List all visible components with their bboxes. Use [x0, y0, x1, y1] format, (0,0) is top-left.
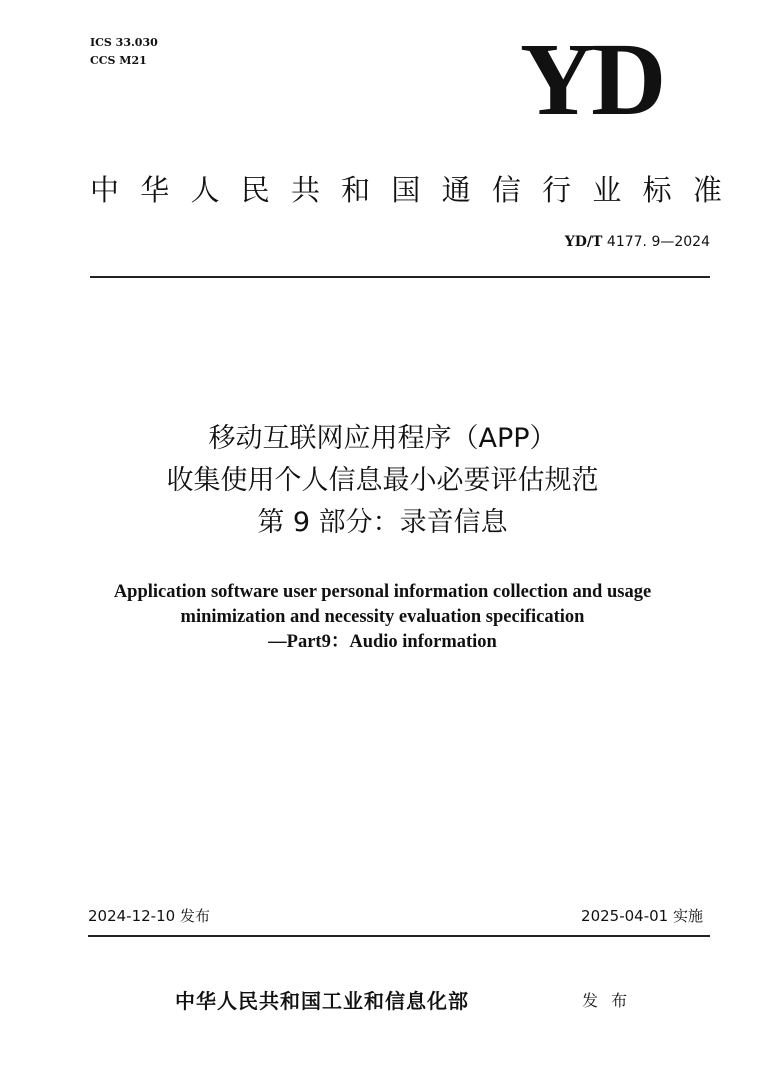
chinese-title [60, 418, 705, 544]
title-char: 共 [290, 173, 320, 207]
title-char: 信 [491, 173, 521, 207]
standard-number-prefix: YD/T [564, 234, 603, 250]
title-char: 准 [692, 173, 722, 207]
cn-title-line: 移动互联网应用程序（APP） [208, 423, 557, 454]
title-char: 人 [190, 173, 220, 207]
title-char: 民 [240, 173, 270, 207]
standard-number [440, 234, 710, 250]
title-char: 标 [642, 173, 672, 207]
en-title-line: Application software user personal information collection and usage [113, 582, 652, 602]
title-char: 中 [90, 173, 120, 207]
effective-date: 2025-04-01 实施 [581, 907, 703, 925]
standard-category-title [90, 170, 722, 210]
english-title [60, 580, 705, 655]
title-char: 行 [542, 173, 572, 207]
title-char: 通 [441, 173, 471, 207]
cn-title-line: 收集使用个人信息最小必要评估规范 [166, 465, 599, 496]
issuing-authority: 中华人民共和国工业和信息化部 [175, 989, 469, 1013]
title-char: 业 [592, 173, 622, 207]
issue-label: 发 布 [582, 991, 632, 1010]
issue-date: 2024-12-10 发布 [88, 907, 210, 925]
en-title-line: minimization and necessity evaluation specification [180, 607, 585, 627]
cn-title-line: 第 9 部分：录音信息 [257, 507, 508, 538]
header-divider [90, 276, 710, 278]
ccs-code: CCS M21 [90, 54, 147, 67]
title-char: 和 [341, 173, 371, 207]
footer-divider [88, 935, 710, 937]
en-title-line: —Part9：Audio information [268, 632, 497, 652]
title-char: 国 [391, 173, 421, 207]
yd-logo: YD [520, 22, 663, 137]
title-char: 华 [140, 173, 170, 207]
classification-codes [90, 34, 158, 70]
ics-code: ICS 33.030 [90, 36, 158, 49]
standard-number-value: 4177. 9—2024 [606, 234, 710, 250]
